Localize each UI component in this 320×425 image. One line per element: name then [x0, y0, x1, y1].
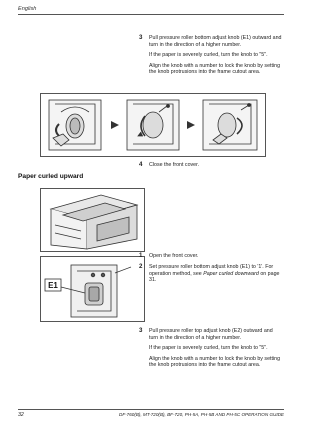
- step-number: 1: [139, 252, 143, 259]
- knob-adjust-illustration: [41, 94, 265, 156]
- step-paragraph: Open the front cover.: [149, 253, 199, 259]
- step-number: 4: [139, 161, 143, 168]
- step-number: 2: [139, 263, 143, 270]
- arrow-right-icon: [187, 121, 195, 129]
- step-3-upward: [139, 327, 283, 373]
- page-header-language: English: [18, 6, 37, 12]
- step-2-upward: [139, 263, 283, 288]
- step-paragraph: If the paper is severely curled, turn the knob to "5".: [149, 52, 268, 59]
- cross-reference-link[interactable]: Paper curled downward: [203, 270, 259, 277]
- step-3-top: [139, 34, 283, 80]
- e1-knob-illustration: [41, 257, 144, 321]
- step-1-upward: [139, 252, 283, 264]
- knob-adjust-figure: [40, 93, 266, 157]
- step-number: 3: [139, 34, 143, 41]
- step-paragraph: If the paper is severely curled, turn the knob to "5".: [149, 345, 268, 352]
- section-title-paper-curled-upward: Paper curled upward: [18, 173, 84, 180]
- step-text: Set pressure roller bottom adjust knob (E1) to '1'. For operation method, see: [149, 264, 274, 277]
- e1-knob-figure: [40, 256, 145, 322]
- arrow-right-icon: [111, 121, 119, 129]
- step-paragraph: Align the knob with a number to lock the knob by setting the knob protrusions into the frame cutout area.: [149, 62, 281, 76]
- footer-page-number: 32: [18, 412, 24, 418]
- step-paragraph: [149, 264, 283, 284]
- panel-lock-knob: [203, 100, 257, 150]
- footer-title: DF-760(B), MT-720(B), BF-720, PH-5A, PH-5B AND PH-5C OPERATION GUIDE: [119, 412, 284, 417]
- step-paragraph: Pull pressure roller bottom adjust knob (E1) outward and turn in the direction of a higher number.: [149, 35, 282, 48]
- step-text: on page 31.: [149, 270, 280, 284]
- panel-turn-knob: [127, 100, 179, 150]
- front-cover-figure: [40, 188, 145, 252]
- step-paragraph: Pull pressure roller top adjust knob (E2) outward and turn in the direction of a higher number.: [149, 328, 273, 341]
- step-4-top: [139, 161, 283, 173]
- step-paragraph: Align the knob with a number to lock the knob by setting the knob protrusions into the frame cutout area.: [149, 355, 281, 369]
- step-number: 3: [139, 327, 143, 334]
- step-paragraph: Close the front cover.: [149, 162, 200, 168]
- e1-label: E1: [48, 281, 58, 290]
- panel-pull-knob: [49, 100, 101, 150]
- footer-rule: [18, 409, 284, 410]
- front-cover-illustration: [41, 189, 144, 251]
- header-rule: [18, 14, 284, 15]
